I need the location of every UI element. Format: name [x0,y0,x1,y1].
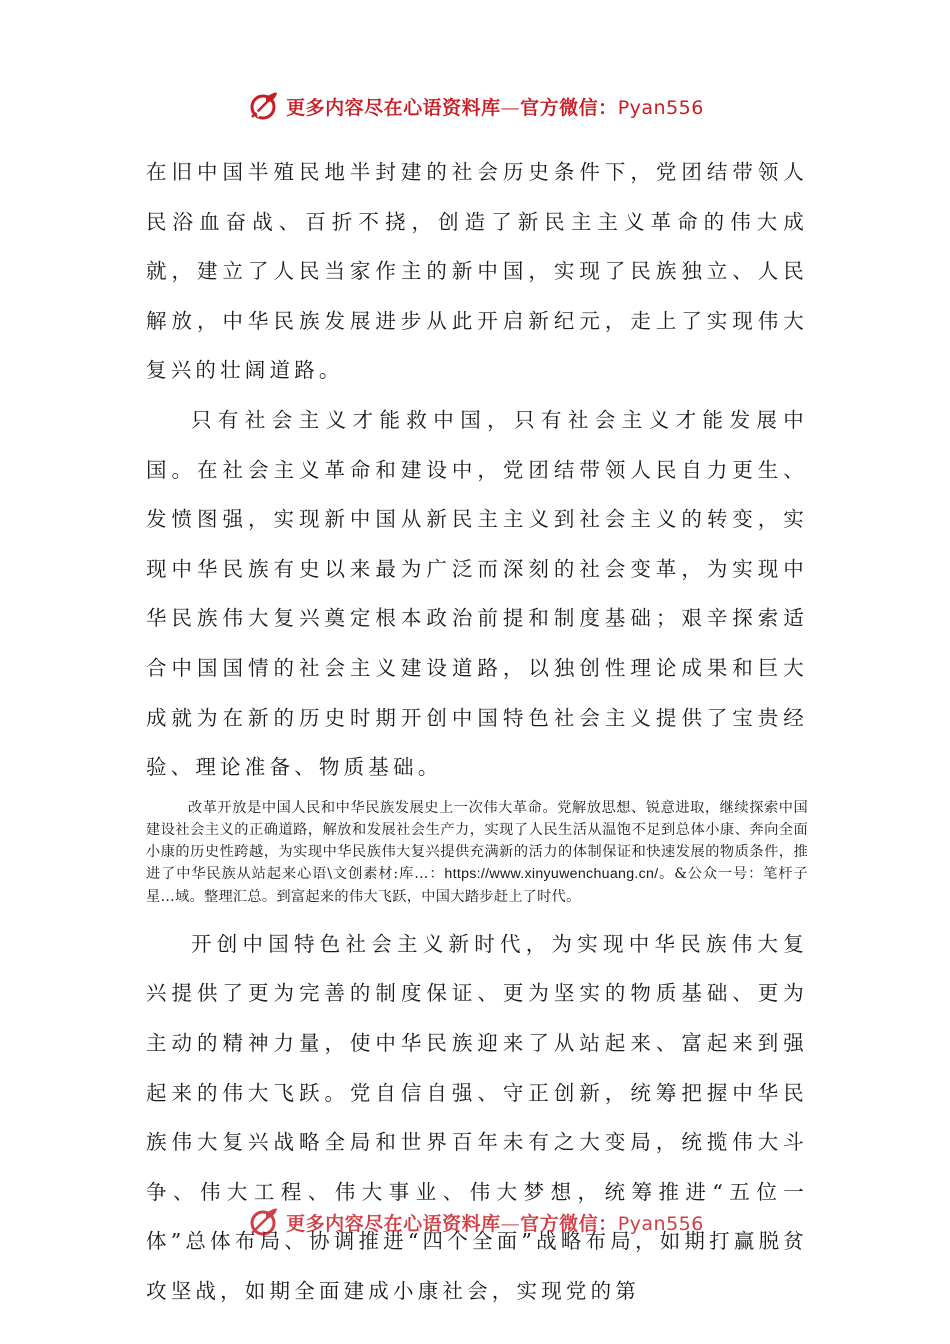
quill-logo-icon [246,89,280,123]
watermark-text: 更多内容尽在心语资料库—官方微信：Pyan556 [286,1212,704,1235]
paragraph-2: 只有社会主义才能救中国，只有社会主义才能发展中国。在社会主义革命和建设中，党团结带领人民自力更生、发愤图强，实现新中国从新民主主义到社会主义的转变，实现中华民族有史以来最为广泛而深刻的社会变革，为实现中华民族伟大复兴奠定根本政治前提和制度基础；艰辛探索适合中国国情的社会主义建设道路，以独创性理论成果和巨大成就为在新的历史时期开创中国特色社会主义提供了宝贵经验、理论准备、物质基础。 [146,407,808,780]
footer-watermark [0,1205,950,1239]
paragraph-4: 开创中国特色社会主义新时代，为实现中华民族伟大复兴提供了更为完善的制度保证、更为坚实的物质基础、更为主动的精神力量，使中华民族迎来了从站起来、富起来到强起来的伟大飞跃。党自信自强、守正创新，统筹把握中华民族伟大复兴战略全局和世界百年未有之大变局，统揽伟大斗争、伟大工程、伟大事业、伟大梦想，统筹推进“五位一体”总体布局、协调推进“四个全面”战略布局，如期打赢脱贫攻坚战，如期全面建成小康社会，实现党的第 [146,931,808,1303]
document-body [146,148,808,1316]
header-watermark [0,86,950,126]
paragraph-1: 在旧中国半殖民地半封建的社会历史条件下，党团结带领人民浴血奋战、百折不挠，创造了新民主主义革命的伟大成就，建立了人民当家作主的新中国，实现了民族独立、人民解放，中华民族发展进步从此开启新纪元，走上了实现伟大复兴的壮阔道路。 [146,160,808,383]
quill-logo-icon [246,1205,280,1239]
paragraph-3-small: 改革开放是中国人民和中华民族发展史上一次伟大革命。党解放思想、锐意进取，继续探索中国建设社会主义的正确道路，解放和发展社会生产力，实现了人民生活从温饱不足到总体小康、奔向全面小康的历史性跨越，为实现中华民族伟大复兴提供充满新的活力的体制保证和快速发展的物质条件，推进了中华民族从站起来心语\文创素材:库…：https://www.xinyuwenchuang.cn/。&公众一号：笔杆子星…域。整理汇总。到富起来的伟大飞跃，中国大踏步赶上了时代。 [146,799,808,905]
source-url-link[interactable]: https://www.xinyuwenchuang.cn/ [444,866,659,883]
watermark-text: 更多内容尽在心语资料库—官方微信：Pyan556 [286,96,704,119]
